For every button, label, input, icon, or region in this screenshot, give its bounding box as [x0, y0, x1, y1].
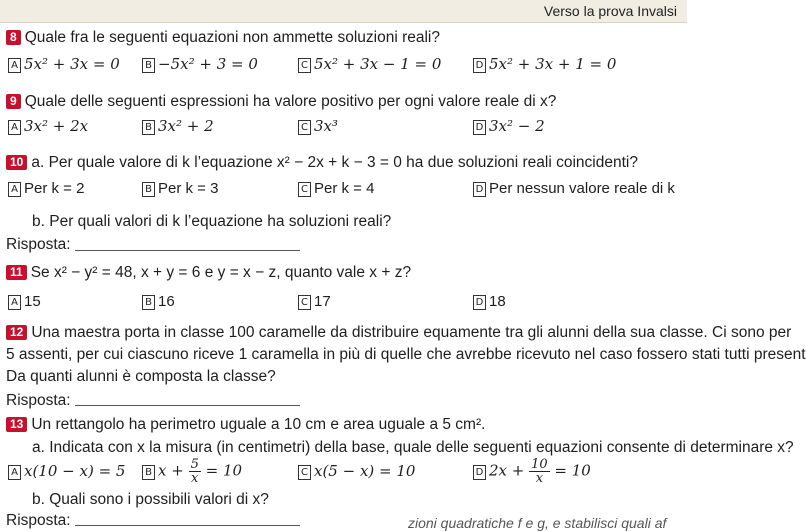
- question-12-line-3: Da quanti alunni è composta la classe?: [6, 368, 276, 385]
- option-expression: Per k = 3: [158, 180, 219, 197]
- fraction-numerator: 10: [531, 457, 548, 472]
- option-expression: 3x³: [314, 117, 339, 135]
- option-letter: B: [142, 182, 155, 197]
- option-letter: D: [473, 58, 486, 73]
- question-text: Se x² − y² = 48, x + y = 6 e y = x − z, quanto vale x + z?: [30, 264, 412, 281]
- question-text-line-1: Una maestra porta in classe 100 caramelle da distribuire equamente tra gli alunni della sua classe. Ci sono per: [31, 324, 792, 341]
- page-header: [0, 0, 687, 23]
- question-13: [6, 416, 485, 434]
- option-expression: Per k = 2: [24, 180, 85, 197]
- option-b[interactable]: [142, 55, 258, 73]
- fraction-denominator: x: [535, 471, 544, 486]
- option-b[interactable]: [142, 180, 218, 197]
- question-12-line-2: 5 assenti, per cui ciascuno riceve 1 caramella in più di quelle che avrebbe ricevuto nel caso fossero stati tutti present: [6, 346, 806, 363]
- option-expression: 2x +: [489, 461, 530, 480]
- option-c[interactable]: [298, 293, 331, 310]
- option-d[interactable]: [473, 293, 506, 310]
- option-a[interactable]: [8, 293, 41, 310]
- question-number: 12: [6, 325, 27, 340]
- question-text: Quale fra le seguenti equazioni non ammette soluzioni reali?: [24, 29, 440, 46]
- question-number: 11: [6, 265, 27, 280]
- option-expression: 3x² + 2x: [24, 117, 89, 135]
- option-expression: 5x² + 3x − 1 = 0: [314, 55, 442, 73]
- option-expression: 17: [314, 293, 331, 310]
- option-d[interactable]: [473, 55, 616, 73]
- question-10: [6, 154, 638, 172]
- option-b[interactable]: [142, 117, 214, 135]
- option-letter: C: [298, 295, 311, 310]
- question-number: 10: [6, 155, 27, 170]
- option-expression: 5x² + 3x = 0: [24, 55, 120, 73]
- option-expression-end: = 10: [549, 461, 591, 480]
- option-letter: C: [298, 58, 311, 73]
- option-d[interactable]: [473, 180, 675, 197]
- option-expression: x(5 − x) = 10: [314, 462, 416, 480]
- option-letter: D: [473, 182, 486, 197]
- option-d[interactable]: [473, 458, 591, 485]
- option-letter: B: [142, 58, 155, 73]
- fraction-numerator: 5: [190, 457, 199, 472]
- option-expression: 15: [24, 293, 41, 310]
- answer-label: Risposta:: [6, 236, 71, 253]
- option-c[interactable]: [298, 180, 374, 197]
- option-letter: C: [298, 182, 311, 197]
- answer-label: Risposta:: [6, 512, 71, 529]
- option-letter: B: [142, 295, 155, 310]
- question-text: Un rettangolo ha perimetro uguale a 10 cm e area uguale a 5 cm².: [31, 416, 486, 433]
- option-expression: 3x² + 2: [158, 117, 214, 135]
- question-12: [6, 324, 791, 342]
- option-letter: A: [8, 58, 21, 73]
- option-letter: D: [473, 465, 486, 480]
- option-letter: C: [298, 465, 311, 480]
- question-13-part-a: a. Indicata con x la misura (in centimetri) della base, quale delle seguenti equazioni consente di determinare x?: [32, 439, 794, 456]
- question-9: [6, 93, 556, 111]
- question-11: [6, 264, 411, 282]
- option-letter: D: [473, 295, 486, 310]
- fraction: [529, 458, 550, 485]
- option-c[interactable]: [298, 117, 338, 135]
- answer-line[interactable]: [75, 405, 300, 406]
- option-letter: D: [473, 120, 486, 135]
- fraction: [189, 458, 201, 485]
- question-number: 9: [6, 94, 21, 109]
- question-text-a: a. Per quale valore di k l’equazione x² − 2x + k − 3 = 0 ha due soluzioni reali coincidenti?: [31, 154, 638, 171]
- option-expression: 3x² − 2: [489, 117, 545, 135]
- option-letter: A: [8, 182, 21, 197]
- option-b[interactable]: [142, 293, 175, 310]
- option-d[interactable]: [473, 117, 545, 135]
- answer-label: Risposta:: [6, 392, 71, 409]
- option-expression: 16: [158, 293, 175, 310]
- fraction-denominator: x: [191, 471, 199, 486]
- option-expression: Per nessun valore reale di k: [489, 180, 675, 197]
- option-expression: x(10 − x) = 5: [24, 462, 126, 480]
- option-b[interactable]: [142, 458, 242, 485]
- option-expression-end: = 10: [200, 461, 243, 480]
- option-letter: A: [8, 120, 21, 135]
- option-letter: A: [8, 295, 21, 310]
- option-expression: x +: [158, 461, 189, 480]
- option-letter: C: [298, 120, 311, 135]
- option-c[interactable]: [298, 55, 441, 73]
- footer-fragment: zioni quadratiche f e g, e stabilisci quali af: [408, 515, 667, 531]
- option-letter: B: [142, 120, 155, 135]
- question-text: Quale delle seguenti espressioni ha valore positivo per ogni valore reale di x?: [24, 93, 557, 110]
- page-header-title: Verso la prova Invalsi: [543, 3, 677, 19]
- question-8: [6, 29, 440, 47]
- option-a[interactable]: [8, 55, 120, 73]
- question-number: 13: [6, 417, 27, 432]
- option-expression: −5x² + 3 = 0: [158, 55, 258, 73]
- question-number: 8: [6, 30, 21, 45]
- option-letter: A: [8, 465, 21, 480]
- option-c[interactable]: [298, 462, 415, 480]
- option-a[interactable]: [8, 117, 88, 135]
- option-expression: 18: [489, 293, 506, 310]
- question-10-part-b: b. Per quali valori di k l’equazione ha soluzioni reali?: [32, 213, 392, 230]
- option-a[interactable]: [8, 462, 125, 480]
- option-letter: B: [142, 465, 155, 480]
- answer-line[interactable]: [75, 525, 300, 526]
- option-expression: 5x² + 3x + 1 = 0: [489, 55, 617, 73]
- option-a[interactable]: [8, 180, 84, 197]
- answer-line[interactable]: [75, 250, 300, 251]
- question-13-part-b: b. Quali sono i possibili valori di x?: [32, 491, 269, 508]
- option-expression: Per k = 4: [314, 180, 375, 197]
